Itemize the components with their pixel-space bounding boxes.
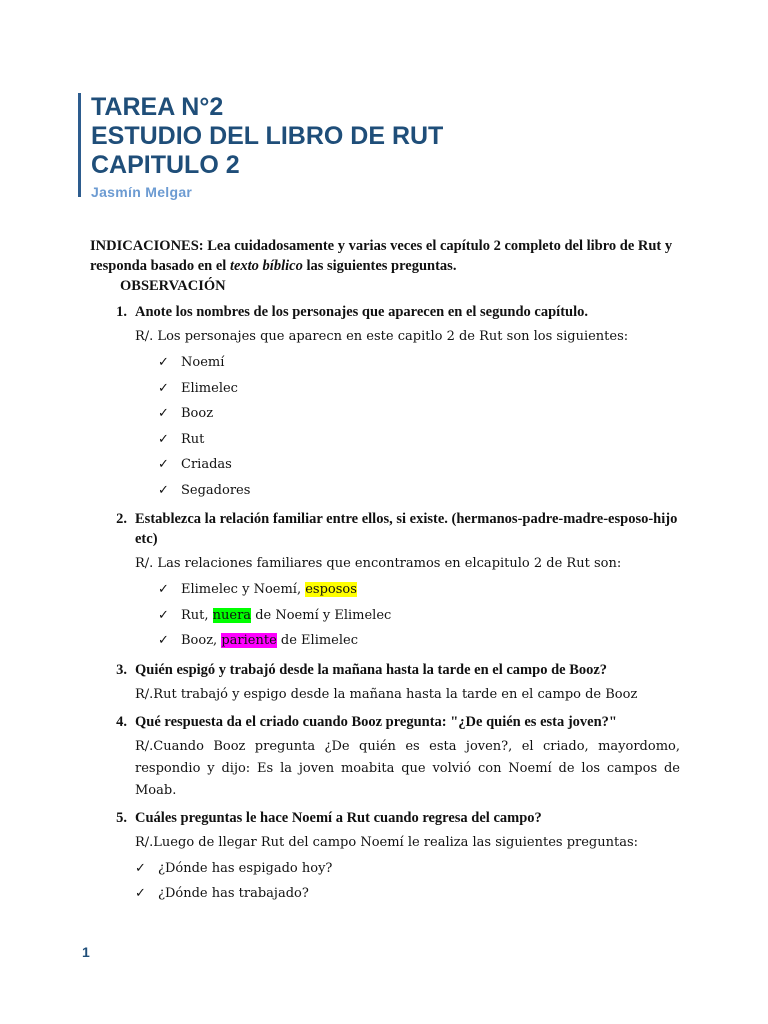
list-item-text: Criadas (181, 457, 232, 472)
list-item (90, 577, 680, 603)
question-number: 1. (116, 304, 127, 320)
list-item (90, 628, 680, 654)
highlight-marker: esposos (305, 582, 357, 597)
list-item-text: Rut (181, 431, 205, 447)
check-icon: ✓ (158, 406, 169, 421)
list-item (90, 427, 680, 453)
answer-text: R/.Cuando Booz pregunta ¿De quién es esta joven?, el criado, mayordomo, respondio y dijo: Es la joven moabita que volvió con Noemí de los campos de Moab. (135, 738, 680, 798)
question-heading (90, 660, 680, 680)
question-block (90, 660, 680, 706)
question-number: 4. (116, 713, 127, 730)
question-text: Quién espigó y trabajó desde la mañana hasta la tarde en el campo de Booz? (135, 661, 608, 678)
question-block (90, 808, 680, 907)
list-item-text: Booz, (181, 633, 222, 648)
page-number: 1 (82, 944, 90, 960)
check-icon: ✓ (135, 886, 146, 901)
question-block (90, 712, 680, 802)
check-icon: ✓ (158, 431, 169, 447)
question-block (90, 302, 680, 503)
title-line-3: CAPITULO 2 (91, 151, 240, 179)
author-name: Jasmín Melgar (91, 184, 193, 200)
check-icon: ✓ (158, 607, 169, 623)
list-item-text: Segadores (181, 482, 251, 498)
highlight-marker: pariente (221, 633, 277, 648)
title-line-2: ESTUDIO DEL LIBRO DE RUT (91, 122, 444, 150)
check-icon: ✓ (158, 633, 169, 648)
list-item-text: ¿Dónde has espigado hoy? (158, 860, 333, 876)
list-item-text: Elimelec (181, 380, 238, 396)
question-heading (90, 509, 680, 549)
list-item (90, 376, 680, 402)
list-item (90, 478, 680, 504)
question-text: Qué respuesta da el criado cuando Booz pregunta: "¿De quién es esta joven?" (135, 713, 617, 730)
question-number: 2. (116, 511, 127, 527)
check-icon: ✓ (158, 457, 169, 472)
list-item-text: de Noemí y Elimelec (251, 607, 392, 623)
instructions-text: INDICACIONES: Lea cuidadosamente y varias veces el capítulo 2 completo del libro de Rut y responda basado en el (90, 238, 673, 274)
question-number: 5. (116, 809, 127, 826)
question-heading (90, 808, 680, 828)
list-item (90, 350, 680, 376)
list-item-text: de Elimelec (276, 633, 359, 648)
list-item-text: ¿Dónde has trabajado? (158, 886, 309, 901)
check-icon: ✓ (135, 860, 146, 876)
question-text: Establezca la relación familiar entre ellos, si existe. (hermanos-padre-madre-esposo-hijo etc) (135, 511, 678, 547)
question-heading (90, 712, 680, 732)
instructions-italic: texto bíblico (229, 258, 303, 274)
answer-text: R/. Los personajes que aparecn en este capitlo 2 de Rut son los siguientes: (135, 329, 629, 344)
check-icon: ✓ (158, 482, 169, 498)
check-icon: ✓ (158, 582, 169, 597)
character-list (90, 350, 680, 503)
list-item (90, 452, 680, 478)
answer-text: R/. Las relaciones familiares que encontramos en elcapitulo 2 de Rut son: (135, 556, 622, 571)
question-list (90, 856, 680, 907)
question-number: 3. (116, 661, 127, 678)
answer-text: R/.Rut trabajó y espigo desde la mañana hasta la tarde en el campo de Booz (135, 686, 638, 702)
list-item-text: Booz (181, 406, 214, 421)
list-item (90, 401, 680, 427)
question-text: Anote los nombres de los personajes que aparecen en el segundo capítulo. (135, 304, 589, 320)
title-block (78, 93, 444, 200)
instructions (90, 236, 680, 276)
list-item-text: Noemí (181, 355, 225, 370)
question-heading (90, 302, 680, 322)
question-block (90, 509, 680, 654)
list-item (90, 881, 680, 907)
section-heading-observacion: OBSERVACIÓN (120, 278, 226, 294)
highlight-marker: nuera (212, 607, 252, 623)
answer-text: R/.Luego de llegar Rut del campo Noemí le realiza las siguientes preguntas: (135, 834, 639, 850)
check-icon: ✓ (158, 355, 169, 370)
check-icon: ✓ (158, 380, 169, 396)
list-item (90, 603, 680, 629)
document-body (90, 236, 680, 907)
list-item (90, 856, 680, 882)
question-text: Cuáles preguntas le hace Noemí a Rut cuando regresa del campo? (135, 809, 542, 826)
list-item-text: Rut, (181, 607, 213, 623)
title-line-1: TAREA N°2 (91, 93, 224, 121)
relationship-list (90, 577, 680, 654)
list-item-text: Elimelec y Noemí, (181, 582, 306, 597)
instructions-suffix: las siguientes preguntas. (302, 258, 457, 274)
